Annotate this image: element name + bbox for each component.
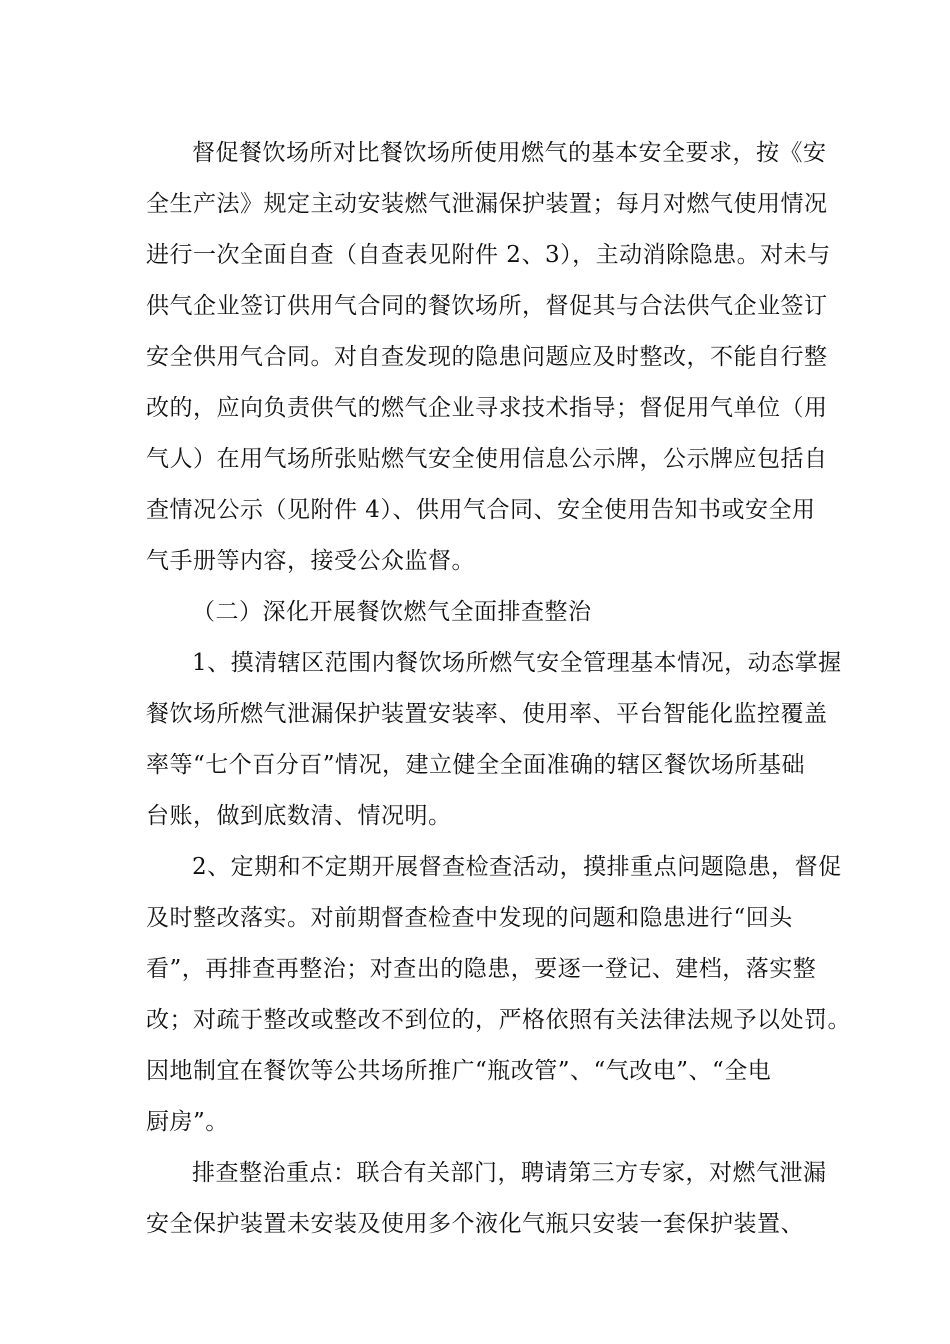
text-line: 安全供用气合同。对自查发现的隐患问题应及时整改，不能自行整: [146, 344, 828, 370]
paragraph-4: [146, 1148, 826, 1250]
text-line: 气人）在用气场所张贴燃气安全使用信息公示牌，公示牌应包括自: [146, 446, 828, 472]
paragraph-2: [146, 638, 842, 842]
text-line: 全生产法》规定主动安装燃气泄漏保护装置；每月对燃气使用情况: [146, 191, 828, 217]
text-line: 因地制宜在餐饮等公共场所推广“瓶改管”、“气改电”、“全电: [146, 1058, 772, 1084]
text-line: 改的，应向负责供气的燃气企业寻求技术指导；督促用气单位（用: [146, 395, 828, 421]
text-line: 看”，再排查再整治；对查出的隐患，要逐一登记、建档，落实整: [146, 956, 817, 982]
text-line: 改；对疏于整改或整改不到位的，严格依照有关法律法规予以处罚。: [146, 1007, 851, 1033]
text-line: 安全保护装置未安装及使用多个液化气瓶只安装一套保护装置、: [146, 1211, 804, 1237]
text-line: 排查整治重点：联合有关部门，聘请第三方专家，对燃气泄漏: [192, 1160, 827, 1186]
document-body: [146, 128, 851, 1250]
text-line: 台账，做到底数清、情况明。: [146, 803, 452, 829]
paragraph-3: [146, 842, 851, 1148]
text-line: 率等“七个百分百”情况，建立健全全面准确的辖区餐饮场所基础: [146, 752, 806, 778]
text-line: 供气企业签订供用气合同的餐饮场所，督促其与合法供气企业签订: [146, 293, 828, 319]
paragraph-1: [146, 128, 831, 587]
text-line: 餐饮场所燃气泄漏保护装置安装率、使用率、平台智能化监控覆盖: [146, 701, 828, 727]
text-line: 气手册等内容，接受公众监督。: [146, 548, 475, 574]
text-line: 及时整改落实。对前期督查检查中发现的问题和隐患进行“回头: [146, 905, 793, 931]
section-heading: （二）深化开展餐饮燃气全面排查整治: [192, 599, 592, 625]
text-line: 厨房”。: [146, 1109, 229, 1135]
section-heading-2: [146, 587, 826, 638]
text-line: 查情况公示（见附件 4）、供用气合同、安全使用告知书或安全用: [146, 497, 816, 523]
text-line: 2、定期和不定期开展督查检查活动，摸排重点问题隐患，督促: [192, 854, 842, 880]
text-line: 进行一次全面自查（自查表见附件 2、3），主动消除隐患。对未与: [146, 242, 831, 268]
text-line: 督促餐饮场所对比餐饮场所使用燃气的基本安全要求，按《安: [192, 140, 827, 166]
text-line: 1、摸清辖区范围内餐饮场所燃气安全管理基本情况，动态掌握: [192, 650, 842, 676]
